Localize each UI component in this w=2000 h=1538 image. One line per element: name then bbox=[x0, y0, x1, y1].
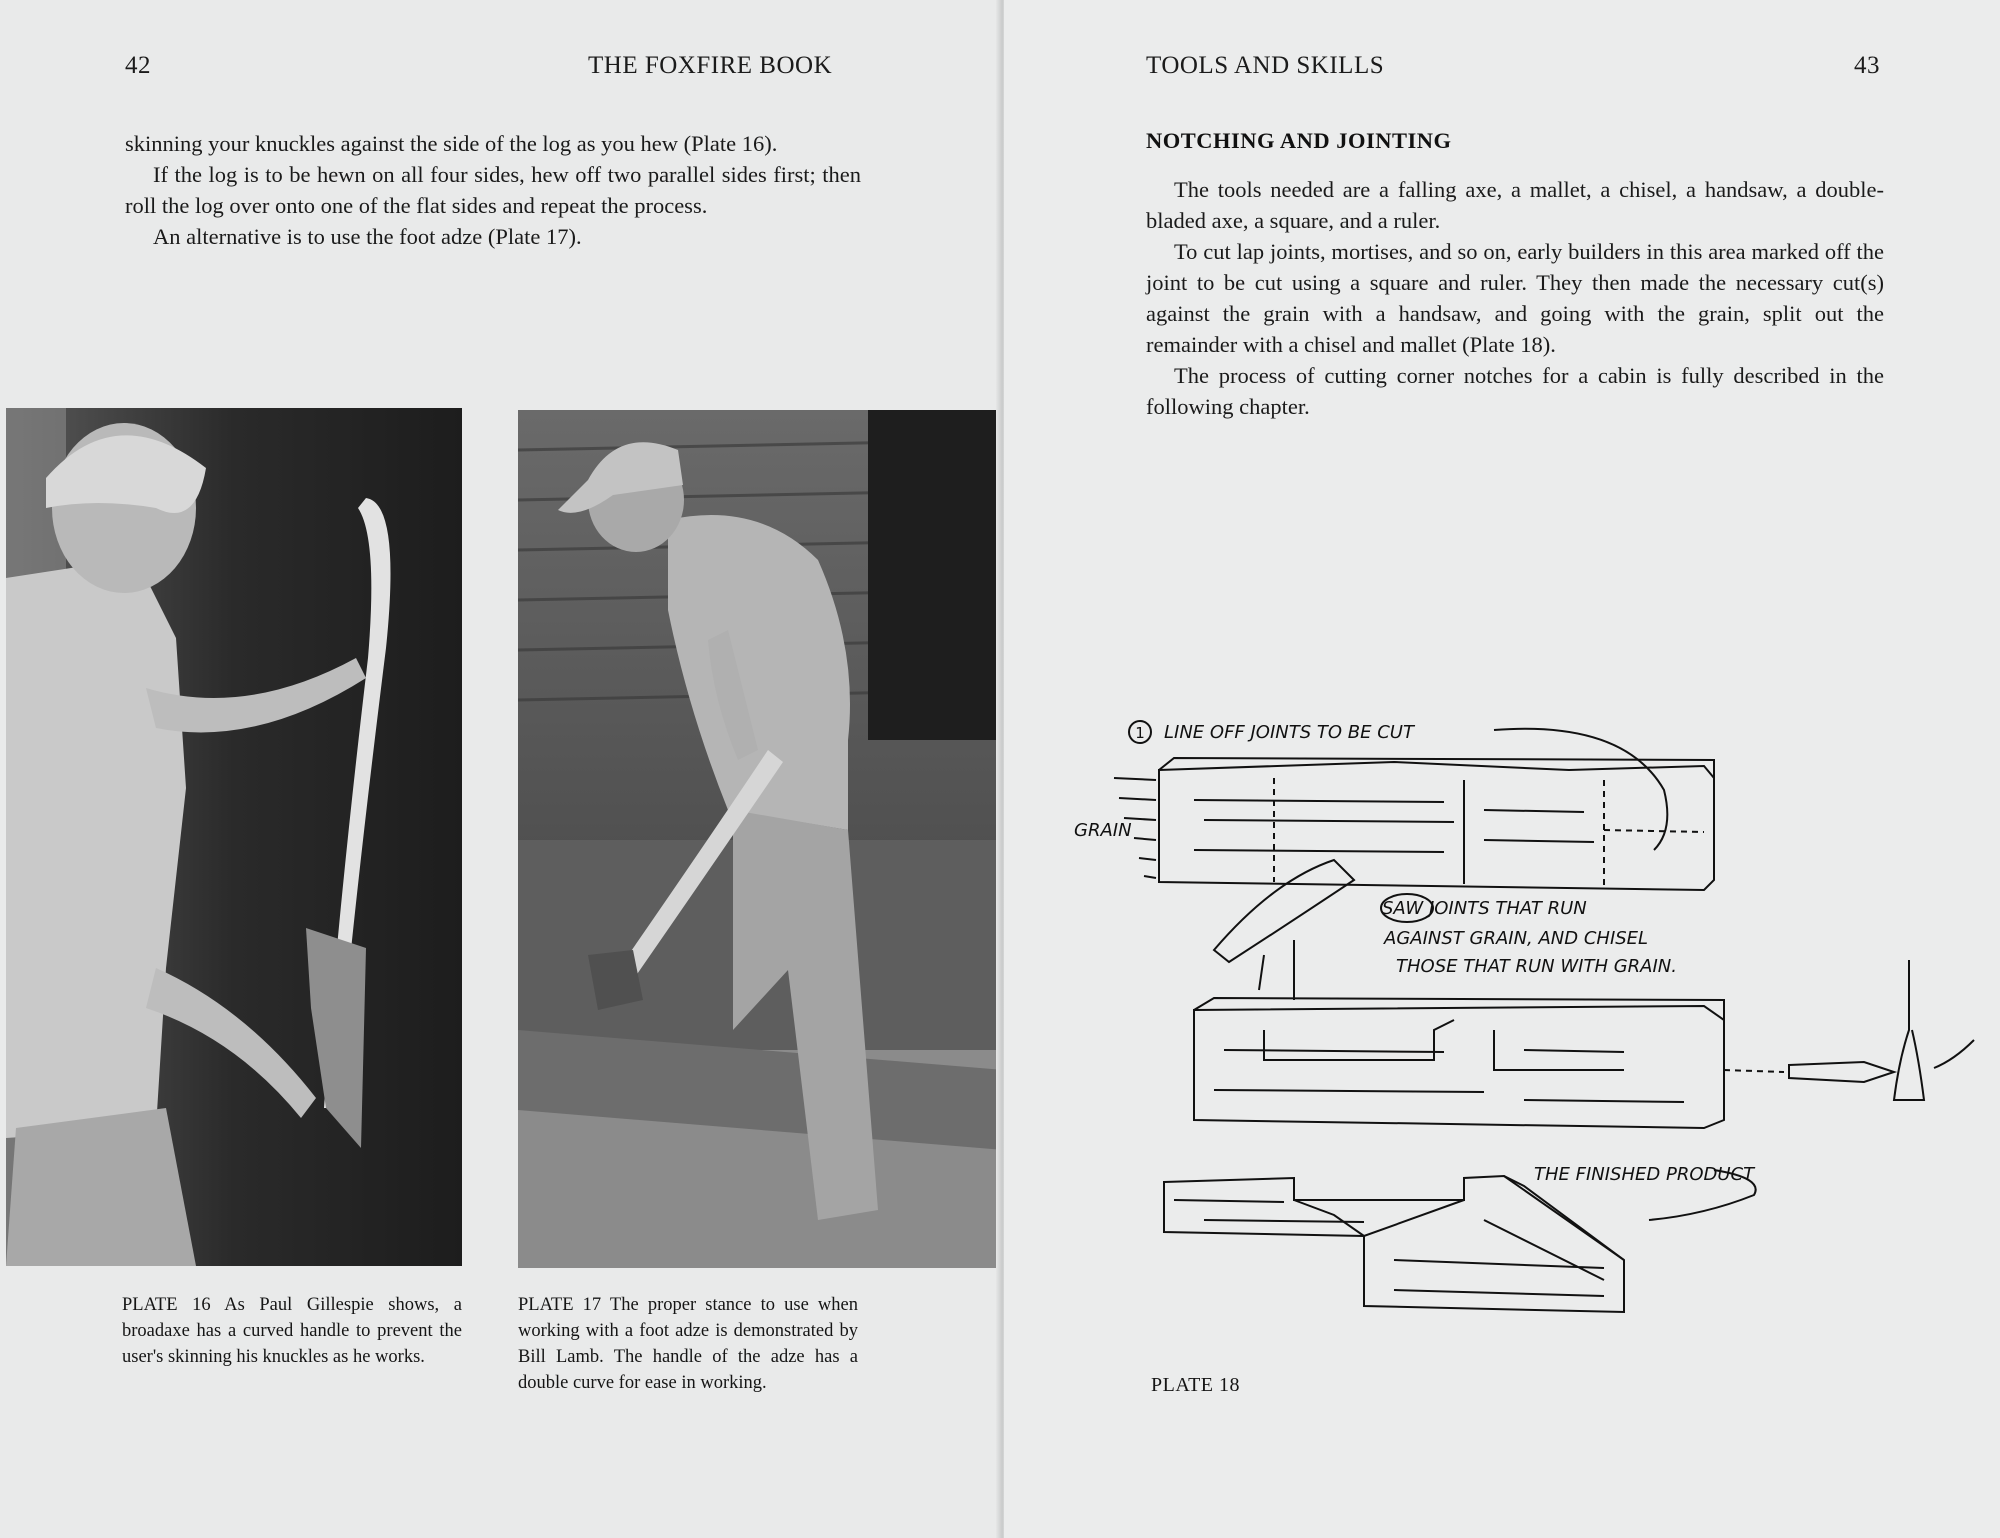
left-running-head: THE FOXFIRE BOOK bbox=[588, 52, 833, 79]
step2-line2: AGAINST GRAIN, AND CHISEL bbox=[1384, 928, 1649, 949]
right-paragraph-3: The process of cutting corner notches for a cabin is fully described in the following chapter. bbox=[1146, 363, 1884, 419]
step-number: 1 bbox=[1135, 724, 1145, 742]
grain-label: GRAIN bbox=[1074, 820, 1132, 841]
log-finished bbox=[1164, 1176, 1624, 1312]
brush-sketch bbox=[1894, 960, 1924, 1100]
left-paragraph-2: If the log is to be hewn on all four sides, hew off two parallel sides first; then roll the log over onto one of the flat sides and repeat the process. bbox=[125, 162, 861, 218]
right-body-text bbox=[1146, 174, 1884, 422]
plate18-label: PLATE 18 bbox=[1151, 1374, 1240, 1396]
section-heading: NOTCHING AND JOINTING bbox=[1146, 128, 1452, 153]
chisel-sketch bbox=[1789, 1062, 1894, 1082]
mallet-sketch bbox=[1214, 860, 1354, 962]
finished-label: THE FINISHED PRODUCT bbox=[1534, 1164, 1755, 1185]
left-body-text bbox=[125, 128, 861, 252]
step2-line1: SAW JOINTS THAT RUN bbox=[1382, 898, 1587, 919]
left-paragraph-1: skinning your knuckles against the side of the log as you hew (Plate 16). bbox=[125, 131, 778, 156]
left-paragraph-3: An alternative is to use the foot adze (Plate 17). bbox=[153, 224, 582, 249]
right-running-head: TOOLS AND SKILLS bbox=[1146, 52, 1385, 79]
plate17-photo bbox=[518, 410, 1004, 1268]
right-page-number: 43 bbox=[1854, 52, 1880, 79]
log-step1 bbox=[1159, 729, 1714, 890]
step1-label: LINE OFF JOINTS TO BE CUT bbox=[1164, 722, 1414, 743]
right-paragraph-1: The tools needed are a falling axe, a mallet, a chisel, a handsaw, a double-bladed axe, a square, and a ruler. bbox=[1146, 177, 1884, 233]
left-page-number: 42 bbox=[125, 52, 151, 79]
plate16-caption: PLATE 16 As Paul Gillespie shows, a broadaxe has a curved handle to prevent the user's skinning his knuckles as he works. bbox=[122, 1295, 462, 1367]
plate16-photo bbox=[6, 408, 462, 1266]
plate18-drawing bbox=[1064, 700, 1984, 1340]
step2-line3: THOSE THAT RUN WITH GRAIN. bbox=[1396, 956, 1677, 977]
right-page bbox=[1004, 0, 2000, 1538]
right-paragraph-2: To cut lap joints, mortises, and so on, early builders in this area marked off the joint to be cut using a square and ruler. They then made the necessary cut(s) against the grain with a handsaw, and going with the grain, split out the remainder with a chisel and mallet (Plate 18). bbox=[1146, 239, 1884, 357]
plate17-caption: PLATE 17 The proper stance to use when working with a foot adze is demonstrated by Bill Lamb. The handle of the adze has a double curve for ease in working. bbox=[518, 1295, 858, 1393]
